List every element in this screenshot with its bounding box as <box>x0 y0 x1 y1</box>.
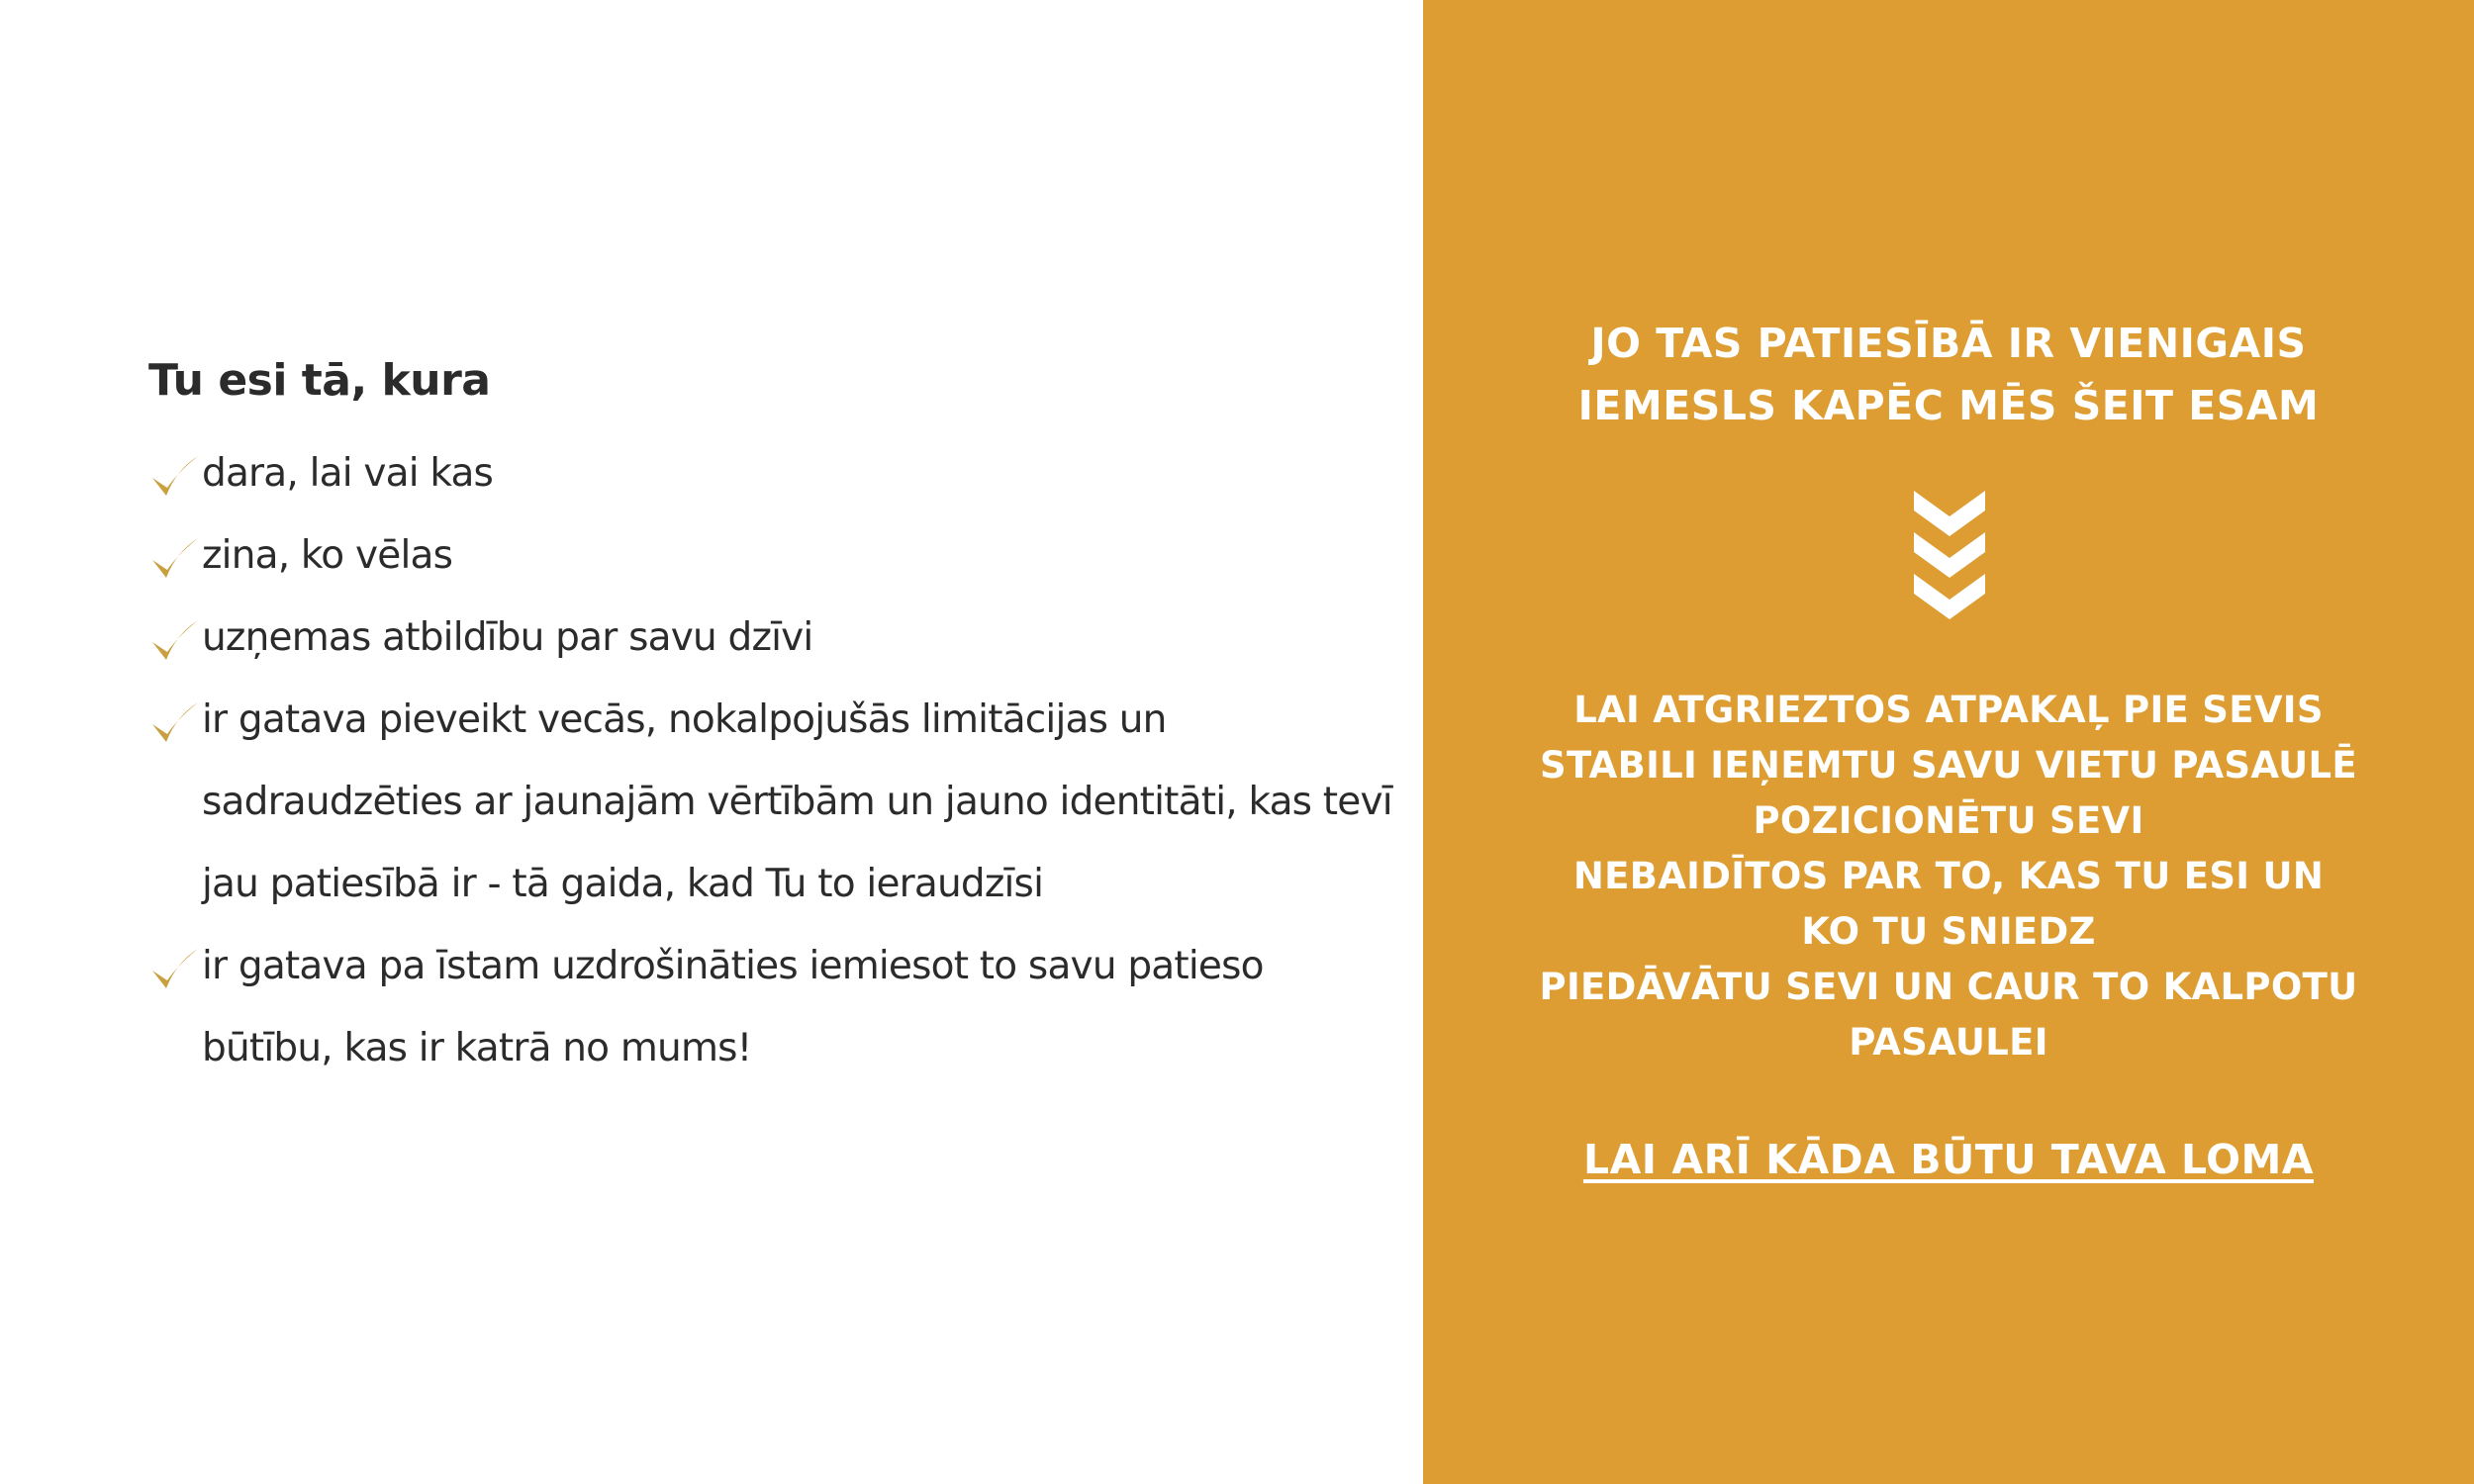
list-item <box>148 597 1395 679</box>
reason-line: POZICIONĒTU SEVI <box>1753 799 2144 842</box>
list-item-text: ir gatava pieveikt vecās, nokalpojušās limitācijas un sadraudzēties ar jaunajām vērtībām un jauno identitāti, kas tevī jau patiesībā ir - tā gaida, kad Tu to ieraudzīsi <box>202 697 1392 906</box>
panel-heading <box>1423 313 2474 437</box>
list-item-text: dara, lai vai kas <box>202 451 494 496</box>
checkmark-icon <box>148 534 200 586</box>
list-item <box>148 514 1395 597</box>
list-item-text: uzņemas atbildību par savu dzīvi <box>202 615 813 660</box>
panel-heading-line: IEMESLS KAPĒC MĒS ŠEIT ESAM <box>1577 382 2320 429</box>
reasons-list <box>1443 683 2454 1070</box>
check-list <box>148 432 1395 1089</box>
checkmark-icon <box>148 452 200 504</box>
list-item <box>148 925 1395 1089</box>
right-panel <box>1423 0 2474 1484</box>
list-item <box>148 679 1395 925</box>
reason-line: STABILI IEŅEMTU SAVU VIETU PASAULĒ <box>1540 744 2357 787</box>
checkmark-icon <box>148 616 200 668</box>
reason-line: LAI ATGRIEZTOS ATPAKAĻ PIE SEVIS <box>1573 689 2324 731</box>
checkmark-icon <box>148 698 200 750</box>
left-column <box>148 351 1395 1089</box>
list-item-text: zina, ko vēlas <box>202 533 453 578</box>
triple-chevron-down-icon <box>1914 487 1985 621</box>
list-heading: Tu esi tā, kura <box>148 355 491 406</box>
panel-heading-line: JO TAS PATIESĪBĀ IR VIENIGAIS <box>1590 320 2307 367</box>
reason-line: PIEDĀVĀTU SEVI UN CAUR TO KALPOTU PASAULEI <box>1539 966 2358 1064</box>
role-link[interactable]: LAI ARĪ KĀDA BŪTU TAVA LOMA <box>1582 1136 2315 1183</box>
checkmark-icon <box>148 945 200 996</box>
list-item-text: ir gatava pa īstam uzdrošināties iemiesot to savu patieso būtību, kas ir katrā no mums! <box>202 944 1264 1070</box>
list-item <box>148 432 1395 514</box>
reason-line: NEBAIDĪTOS PAR TO, KAS TU ESI UN KO TU SNIEDZ <box>1572 855 2325 953</box>
